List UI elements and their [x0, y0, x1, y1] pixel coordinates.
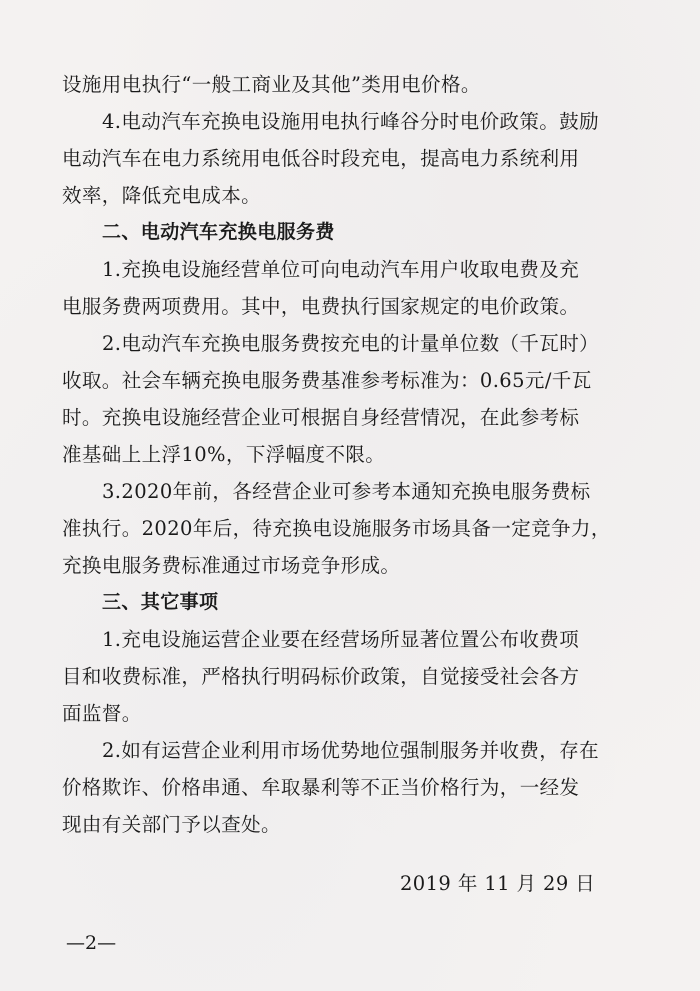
- text-line: 1.充换电设施经营单位可向电动汽车用户收取电费及充: [102, 258, 580, 281]
- text-line: 2.电动汽车充换电服务费按充电的计量单位数（千瓦时）: [102, 332, 600, 355]
- document-date: 2019 年 11 月 29 日: [400, 872, 596, 895]
- text-line: 3.2020年前，各经营企业可参考本通知充换电服务费标: [102, 480, 591, 503]
- document-body: [62, 66, 652, 843]
- text-line: 电服务费两项费用。其中，电费执行国家规定的电价政策。: [62, 295, 580, 318]
- text-line: 设施用电执行“一般工商业及其他”类用电价格。: [62, 73, 481, 96]
- text-line: 面监督。: [62, 702, 142, 725]
- text-line: 电动汽车在电力系统用电低谷时段充电，提高电力系统利用: [62, 147, 580, 170]
- text-line: 准执行。2020年后，待充换电设施服务市场具备一定竞争力，: [62, 517, 611, 540]
- text-line: 目和收费标准，严格执行明码标价政策，自觉接受社会各方: [62, 665, 580, 688]
- text-line: 收取。社会车辆充换电服务费基准参考标准为：0.65元/千瓦: [62, 369, 592, 392]
- text-line: 充换电服务费标准通过市场竞争形成。: [62, 554, 401, 577]
- text-line: 1.充电设施运营企业要在经营场所显著位置公布收费项: [102, 628, 580, 651]
- text-line: 价格欺诈、价格串通、牟取暴利等不正当价格行为，一经发: [62, 776, 580, 799]
- text-line: 准基础上上浮10%，下浮幅度不限。: [62, 443, 386, 466]
- section-heading: 三、其它事项: [102, 591, 219, 613]
- text-line: 效率，降低充电成本。: [62, 184, 262, 207]
- page-number: —2—: [66, 932, 117, 954]
- section-heading: 二、电动汽车充换电服务费: [102, 221, 335, 243]
- text-line: 4.电动汽车充换电设施用电执行峰谷分时电价政策。鼓励: [102, 110, 600, 133]
- text-line: 现由有关部门予以查处。: [62, 813, 281, 836]
- text-line: 2.如有运营企业利用市场优势地位强制服务并收费，存在: [102, 739, 600, 762]
- text-line: 时。充换电设施经营企业可根据自身经营情况，在此参考标: [62, 406, 580, 429]
